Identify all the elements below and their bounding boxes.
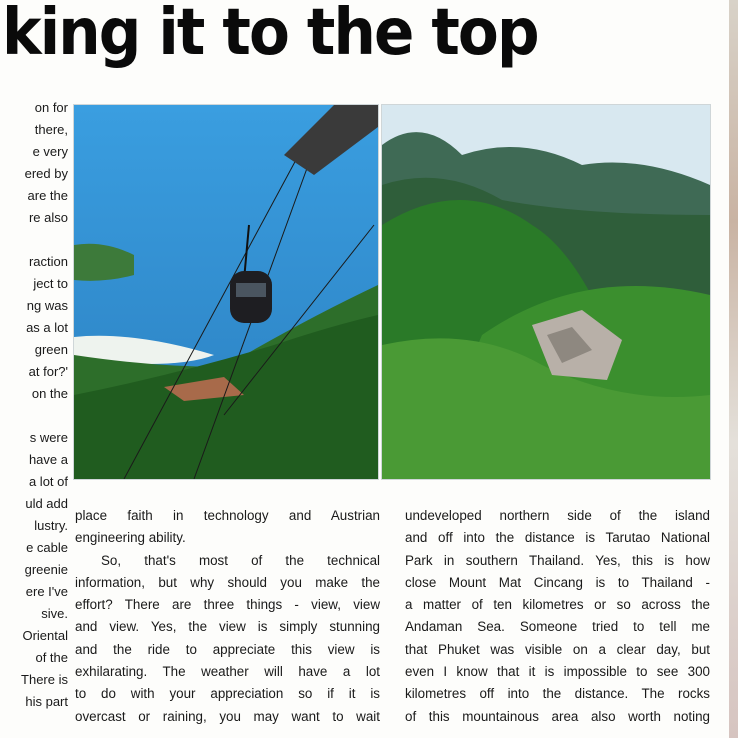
text-line: and view. Yes, the view is simply stunning [75, 619, 380, 635]
text-line: and off into the distance is Tarutao National [405, 530, 710, 546]
text-line: ng was [26, 298, 68, 313]
text-line: place faith in technology and Austrian [75, 508, 380, 523]
text-line: a matter of ten kilometres or so across the [405, 597, 710, 613]
text-line: ered by [24, 166, 68, 181]
text-line: that Phuket was visible on a clear day, but [405, 641, 710, 657]
text-line: undeveloped northern side of the island [405, 508, 710, 523]
text-line: lustry. [34, 518, 68, 533]
text-line: green [34, 342, 68, 357]
text-line: There is [21, 672, 68, 687]
mountain-view-photo [381, 104, 711, 480]
text-line: overcast or raining, you may want to wait [75, 708, 380, 724]
text-line: e cable [26, 540, 68, 555]
adjacent-page-edge [729, 0, 738, 738]
text-line: even I know that it is impossible to see 300 [405, 664, 710, 680]
text-line: Park in southern Thailand. Yes, this is how [405, 552, 710, 568]
text-line: greenie [24, 562, 68, 577]
text-line: ject to [33, 276, 68, 291]
text-line: So, that's most of the technical [101, 552, 380, 568]
text-line: Oriental [22, 628, 68, 643]
text-line: uld add [25, 496, 68, 511]
text-line: have a [28, 452, 68, 467]
text-line: his part [25, 694, 68, 709]
text-line: and the ride to appreciate this view is [75, 641, 380, 657]
text-line: of this mountainous area also worth noting [405, 708, 710, 724]
text-line: kilometres off into the distance. The rocks [405, 686, 710, 702]
text-line: sive. [41, 606, 68, 621]
text-line: information, but why should you make the [75, 574, 380, 590]
text-line: are the [27, 188, 68, 203]
text-line: as a lot [26, 320, 68, 335]
text-line: there, [34, 122, 68, 137]
article-column-middle [75, 505, 380, 728]
text-line: to do with your appreciation so if it is [75, 686, 380, 702]
text-line: engineering ability. [75, 530, 186, 546]
text-line: on for [34, 100, 68, 115]
text-line: e very [32, 144, 68, 159]
text-line: effort? There are three things - view, view [75, 597, 380, 613]
text-line: ere I've [25, 584, 68, 599]
text-line: on the [31, 386, 68, 401]
text-line: re also [28, 210, 68, 225]
text-line: raction [28, 254, 68, 269]
article-headline: king it to the top [2, 0, 538, 70]
text-line: Andaman Sea. Someone tried to tell me [405, 619, 710, 635]
text-line: s were [29, 430, 68, 445]
text-line: close Mount Mat Cincang is to Thailand - [405, 574, 710, 590]
text-line: at for?' [28, 364, 68, 379]
text-line: a lot of [28, 474, 68, 489]
article-column-right [405, 505, 710, 728]
cable-car-photo [73, 104, 379, 480]
text-line: of the [35, 650, 68, 665]
text-line: exhilarating. The weather will have a lot [75, 664, 380, 680]
